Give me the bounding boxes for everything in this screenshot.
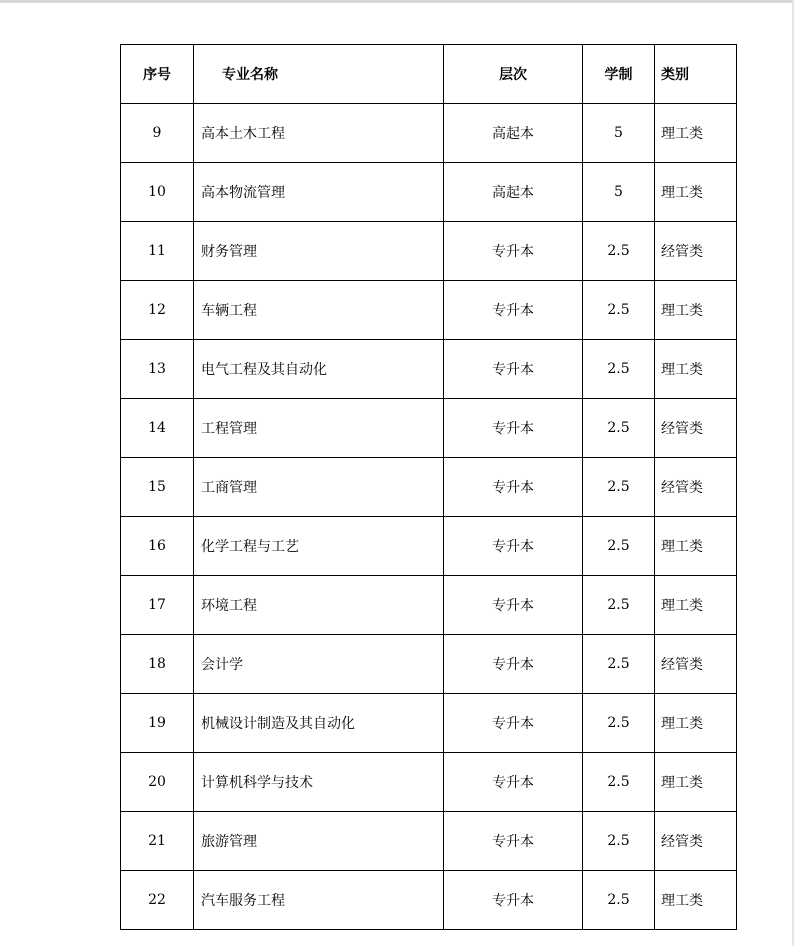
cell-name: 计算机科学与技术 bbox=[194, 753, 444, 812]
cell-years: 2.5 bbox=[583, 812, 655, 871]
cell-no: 15 bbox=[121, 458, 194, 517]
cell-type: 经管类 bbox=[655, 635, 737, 694]
cell-years: 2.5 bbox=[583, 576, 655, 635]
page-top-border bbox=[0, 0, 794, 3]
table-row bbox=[121, 222, 737, 281]
cell-level: 专升本 bbox=[444, 222, 583, 281]
cell-level: 专升本 bbox=[444, 458, 583, 517]
table-row bbox=[121, 281, 737, 340]
cell-name: 化学工程与工艺 bbox=[194, 517, 444, 576]
cell-type: 经管类 bbox=[655, 399, 737, 458]
cell-level: 专升本 bbox=[444, 576, 583, 635]
cell-level: 专升本 bbox=[444, 517, 583, 576]
cell-name: 机械设计制造及其自动化 bbox=[194, 694, 444, 753]
cell-years: 2.5 bbox=[583, 753, 655, 812]
cell-years: 5 bbox=[583, 163, 655, 222]
cell-type: 经管类 bbox=[655, 458, 737, 517]
cell-name: 工商管理 bbox=[194, 458, 444, 517]
cell-no: 19 bbox=[121, 694, 194, 753]
cell-years: 2.5 bbox=[583, 399, 655, 458]
table-row bbox=[121, 635, 737, 694]
cell-type: 理工类 bbox=[655, 104, 737, 163]
cell-type: 理工类 bbox=[655, 340, 737, 399]
cell-name: 旅游管理 bbox=[194, 812, 444, 871]
cell-years: 2.5 bbox=[583, 871, 655, 930]
cell-name: 工程管理 bbox=[194, 399, 444, 458]
cell-name: 汽车服务工程 bbox=[194, 871, 444, 930]
table-row bbox=[121, 104, 737, 163]
table-row bbox=[121, 163, 737, 222]
cell-no: 18 bbox=[121, 635, 194, 694]
cell-no: 12 bbox=[121, 281, 194, 340]
cell-level: 专升本 bbox=[444, 753, 583, 812]
cell-type: 理工类 bbox=[655, 576, 737, 635]
header-years: 学制 bbox=[583, 45, 655, 104]
cell-years: 2.5 bbox=[583, 281, 655, 340]
cell-level: 高起本 bbox=[444, 163, 583, 222]
cell-level: 专升本 bbox=[444, 340, 583, 399]
cell-name: 高本土木工程 bbox=[194, 104, 444, 163]
cell-level: 专升本 bbox=[444, 812, 583, 871]
cell-no: 13 bbox=[121, 340, 194, 399]
header-type: 类别 bbox=[655, 45, 737, 104]
cell-type: 理工类 bbox=[655, 753, 737, 812]
header-name: 专业名称 bbox=[194, 45, 444, 104]
table-row bbox=[121, 871, 737, 930]
table-header-row bbox=[121, 45, 737, 104]
majors-table bbox=[120, 44, 737, 930]
table-row bbox=[121, 340, 737, 399]
table-row bbox=[121, 812, 737, 871]
cell-years: 2.5 bbox=[583, 458, 655, 517]
cell-level: 专升本 bbox=[444, 871, 583, 930]
cell-level: 专升本 bbox=[444, 281, 583, 340]
cell-no: 22 bbox=[121, 871, 194, 930]
cell-years: 2.5 bbox=[583, 694, 655, 753]
cell-years: 2.5 bbox=[583, 340, 655, 399]
cell-no: 20 bbox=[121, 753, 194, 812]
cell-name: 环境工程 bbox=[194, 576, 444, 635]
table-row bbox=[121, 576, 737, 635]
table-row bbox=[121, 517, 737, 576]
cell-type: 经管类 bbox=[655, 812, 737, 871]
cell-name: 会计学 bbox=[194, 635, 444, 694]
cell-no: 16 bbox=[121, 517, 194, 576]
table-row bbox=[121, 753, 737, 812]
header-no: 序号 bbox=[121, 45, 194, 104]
cell-name: 高本物流管理 bbox=[194, 163, 444, 222]
cell-years: 2.5 bbox=[583, 222, 655, 281]
cell-level: 专升本 bbox=[444, 635, 583, 694]
cell-no: 10 bbox=[121, 163, 194, 222]
cell-type: 经管类 bbox=[655, 222, 737, 281]
table-row bbox=[121, 399, 737, 458]
cell-level: 专升本 bbox=[444, 694, 583, 753]
cell-name: 电气工程及其自动化 bbox=[194, 340, 444, 399]
cell-no: 9 bbox=[121, 104, 194, 163]
table-row bbox=[121, 458, 737, 517]
cell-years: 2.5 bbox=[583, 635, 655, 694]
cell-no: 21 bbox=[121, 812, 194, 871]
cell-name: 车辆工程 bbox=[194, 281, 444, 340]
cell-no: 17 bbox=[121, 576, 194, 635]
cell-type: 理工类 bbox=[655, 281, 737, 340]
cell-no: 11 bbox=[121, 222, 194, 281]
cell-years: 5 bbox=[583, 104, 655, 163]
cell-type: 理工类 bbox=[655, 163, 737, 222]
cell-type: 理工类 bbox=[655, 517, 737, 576]
table-row bbox=[121, 694, 737, 753]
cell-no: 14 bbox=[121, 399, 194, 458]
cell-level: 高起本 bbox=[444, 104, 583, 163]
cell-years: 2.5 bbox=[583, 517, 655, 576]
cell-level: 专升本 bbox=[444, 399, 583, 458]
cell-type: 理工类 bbox=[655, 694, 737, 753]
cell-type: 理工类 bbox=[655, 871, 737, 930]
header-level: 层次 bbox=[444, 45, 583, 104]
cell-name: 财务管理 bbox=[194, 222, 444, 281]
